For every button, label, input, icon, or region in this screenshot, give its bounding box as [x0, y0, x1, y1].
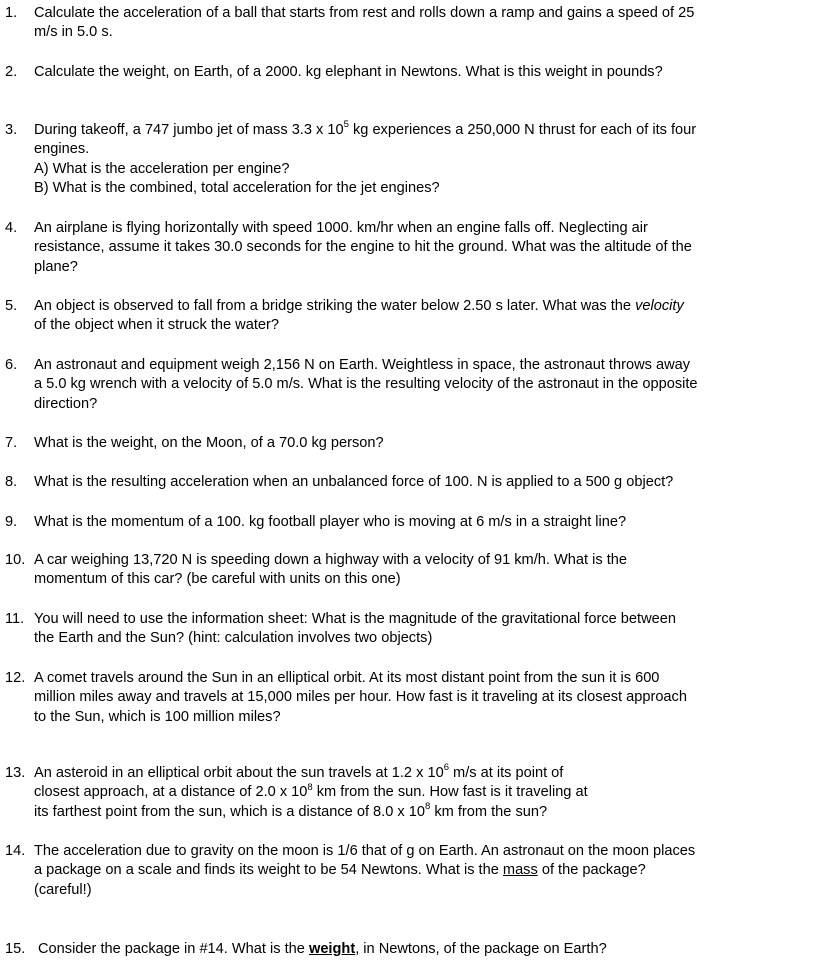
- question-text: [34, 473, 815, 492]
- question-text: [34, 121, 815, 199]
- question-number: 4.: [5, 220, 18, 236]
- question-number: 11.: [5, 611, 25, 627]
- text-line: m/s in 5.0 s.: [34, 24, 113, 41]
- text-line: The acceleration due to gravity on the moon is 1/6 that of g on Earth. An astronaut on the moon places: [34, 843, 696, 859]
- question-text: [34, 669, 815, 727]
- exponent: 8: [425, 800, 431, 812]
- text-line: An airplane is flying horizontally with speed 1000. km/hr when an engine falls off. Neglecting air: [34, 220, 648, 236]
- text-line: A comet travels around the Sun in an elliptical orbit. At its most distant point from the sun it is 600: [34, 670, 660, 686]
- text-line: A car weighing 13,720 N is speeding down a highway with a velocity of 91 km/h. What is the: [34, 552, 627, 568]
- question-number: 7.: [5, 435, 18, 451]
- text-line: A) What is the acceleration per engine?: [34, 160, 290, 177]
- text-line: closest approach, at a distance of 2.0 x $10^8$ km from the sun. How fast is it traveling at: [34, 781, 588, 801]
- text-line: Consider the package in #14. What is the weight, in Newtons, of the package on Earth?: [38, 941, 607, 957]
- question-number: 8.: [5, 474, 18, 490]
- text-line: (careful!): [34, 881, 92, 898]
- text-line: million miles away and travels at 15,000 miles per hour. How fast is it traveling at its closest approach: [34, 689, 687, 706]
- question-number: 2.: [5, 64, 18, 80]
- text-line: What is the weight, on the Moon, of a 70.0 kg person?: [34, 435, 384, 451]
- text-line: You will need to use the information sheet: What is the magnitude of the gravitational force between: [34, 611, 676, 627]
- question-number: 9.: [5, 514, 18, 530]
- question-text: [34, 610, 815, 649]
- text-line: to the Sun, which is 100 million miles?: [34, 708, 281, 725]
- text-line: momentum of this car? (be careful with units on this one): [34, 571, 401, 588]
- text-line: During takeoff, a 747 jumbo jet of mass 3.3 x $10^5$ kg experiences a 250,000 N thrust for each of its four: [34, 119, 697, 138]
- exponent: 6: [443, 762, 449, 774]
- question-text: [34, 551, 815, 590]
- question-number: 6.: [5, 357, 18, 373]
- question-text: [34, 63, 815, 82]
- question-number: 3.: [5, 122, 18, 138]
- underlined-word: mass: [502, 862, 538, 879]
- text-line: Calculate the weight, on Earth, of a 2000. kg elephant in Newtons. What is this weight in pounds?: [34, 64, 663, 80]
- text-line: a 5.0 kg wrench with a velocity of 5.0 m/s. What is the resulting velocity of the astronaut in the opposite: [34, 376, 698, 393]
- question-text: [34, 842, 815, 900]
- question-text: [34, 356, 815, 414]
- text-line: resistance, assume it takes 30.0 seconds for the engine to hit the ground. What was the altitude of the: [34, 239, 692, 256]
- text-line: a package on a scale and finds its weight to be 54 Newtons. What is the mass of the package?: [34, 862, 646, 879]
- question-number: 10.: [5, 552, 26, 568]
- question-text: [34, 219, 815, 277]
- text-line: plane?: [34, 258, 78, 275]
- text-line: What is the resulting acceleration when an unbalanced force of 100. N is applied to a 500 g object?: [34, 474, 674, 490]
- text-line: An asteroid in an elliptical orbit about the sun travels at 1.2 x $10^6$ m/s at its point of: [34, 762, 564, 781]
- question-text: [34, 434, 815, 453]
- text-line: An object is observed to fall from a bridge striking the water below 2.50 s later. What was the velocity: [34, 298, 684, 314]
- text-line: of the object when it struck the water?: [34, 317, 279, 334]
- question-number: 15.: [5, 941, 26, 957]
- exponent: 8: [307, 781, 313, 793]
- emphasis-word: velocity: [635, 298, 684, 314]
- text-line: What is the momentum of a 100. kg football player who is moving at 6 m/s in a straight line?: [34, 514, 627, 530]
- text-line: its farthest point from the sun, which is a distance of 8.0 x $10^8$ km from the sun?: [34, 800, 548, 820]
- text-line: Calculate the acceleration of a ball that starts from rest and rolls down a ramp and gains a speed of 25: [34, 5, 695, 21]
- exponent: 5: [343, 119, 349, 131]
- question-text: [34, 513, 815, 532]
- text-line: the Earth and the Sun? (hint: calculation involves two objects): [34, 630, 433, 647]
- text-line: An astronaut and equipment weigh 2,156 N on Earth. Weightless in space, the astronaut throws away: [34, 357, 691, 373]
- question-text: [38, 940, 815, 959]
- question-number: 5.: [5, 298, 18, 314]
- question-text: [34, 4, 815, 43]
- question-number: 12.: [5, 670, 26, 686]
- text-line: direction?: [34, 395, 98, 412]
- bold-underlined-word: weight: [308, 941, 356, 957]
- question-text: [34, 297, 815, 336]
- question-text: [34, 764, 815, 822]
- question-number: 13.: [5, 765, 26, 781]
- question-number: 1.: [5, 5, 18, 21]
- question-number: 14.: [5, 843, 26, 859]
- text-line: B) What is the combined, total acceleration for the jet engines?: [34, 180, 440, 197]
- text-line: engines.: [34, 141, 90, 158]
